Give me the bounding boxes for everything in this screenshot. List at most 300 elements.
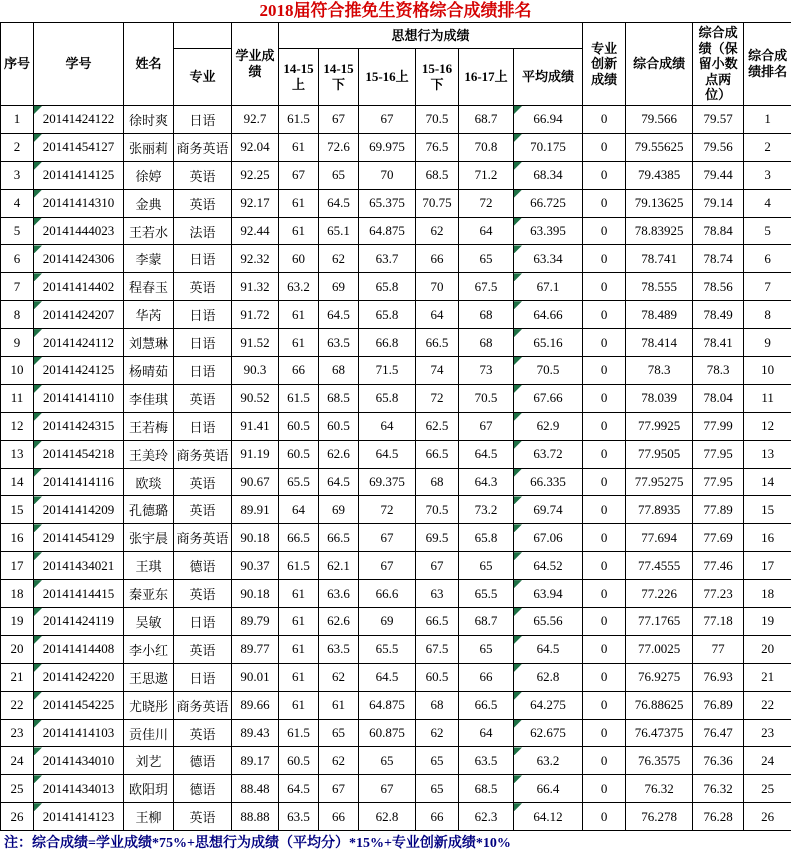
cell-comprehensive-score [626,775,693,803]
cell-academic-score [232,803,279,831]
cell-value: 20141444023 [42,223,115,238]
cell-value: 日语 [189,112,216,128]
cell-value: 77.99 [703,418,733,434]
cell-value: 66 [430,808,444,824]
cell-value: 89.79 [240,613,270,629]
cell-value: 92.17 [240,195,270,211]
table-row [1,552,791,580]
cell-name [124,384,174,412]
cell-innovation-score [583,608,626,636]
cell-value: 60.5 [287,418,310,434]
cell-comprehensive-score-2dp [693,384,744,412]
cell-index [1,133,34,161]
cell-value: 63.34 [533,250,563,266]
cell-value: 4 [13,195,21,211]
cell-value: 61 [332,697,345,713]
cell-comprehensive-score [626,803,693,831]
error-flag-triangle-icon [34,357,42,365]
cell-comprehensive-score-2dp [693,691,744,719]
cell-value: 20141424315 [42,418,115,434]
cell-average-score [514,663,583,691]
cell-value: 6 [764,250,771,266]
cell-score-14-15-a [279,691,319,719]
cell-academic-score [232,329,279,357]
cell-score-14-15-a [279,412,319,440]
cell-value: 77.69 [703,529,733,545]
cell-comprehensive-score [626,412,693,440]
cell-innovation-score [583,719,626,747]
cell-major [174,357,232,385]
cell-value: 21 [10,669,24,685]
cell-value: 66 [430,250,444,266]
col-header-index: 序号 [1,23,34,106]
cell-value: 日语 [189,614,216,630]
cell-value: 66.5 [425,613,449,629]
cell-score-15-16-a [359,357,416,385]
cell-value: 20141414402 [42,278,115,294]
cell-name [124,189,174,217]
cell-value: 9 [13,334,21,350]
cell-value: 67.06 [533,529,563,545]
cell-average-score [514,329,583,357]
cell-value: 王美玲 [128,447,168,463]
cell-score-15-16-b [416,580,459,608]
cell-value: 63.5 [327,641,350,657]
cell-value: 64.12 [533,808,563,824]
cell-value: 78.039 [641,390,677,406]
cell-value: 19 [10,613,24,629]
cell-value: 66 [479,669,493,685]
cell-value: 21 [761,669,775,685]
cell-value: 商务英语 [176,447,229,463]
cell-value: 英语 [189,280,216,296]
cell-score-15-16-b [416,608,459,636]
cell-value: 5 [13,223,21,238]
cell-score-14-15-b [319,803,359,831]
error-flag-triangle-icon [34,636,42,644]
cell-rank [744,245,791,273]
cell-name [124,273,174,301]
cell-value: 65 [479,250,493,266]
cell-comprehensive-score [626,635,693,663]
cell-value: 王琪 [135,559,162,575]
cell-rank [744,608,791,636]
cell-value: 92.25 [240,167,270,183]
cell-score-16-17-a [459,301,514,329]
cell-rank [744,524,791,552]
cell-value: 0 [600,250,608,266]
cell-score-14-15-a [279,496,319,524]
cell-value: 64 [380,418,394,434]
cell-name [124,552,174,580]
error-flag-triangle-icon [34,218,42,226]
cell-score-15-16-a [359,106,416,134]
cell-value: 6 [13,250,21,266]
cell-value: 20141414209 [42,501,115,517]
cell-value: 70.5 [474,390,498,406]
cell-score-14-15-b [319,245,359,273]
cell-score-16-17-a [459,106,514,134]
table-row [1,663,791,691]
cell-value: 62.8 [536,669,560,685]
cell-score-16-17-a [459,273,514,301]
cell-academic-score [232,357,279,385]
cell-value: 92.04 [240,139,270,155]
cell-rank [744,635,791,663]
error-flag-triangle-icon [514,636,522,644]
cell-name [124,357,174,385]
cell-value: 76.278 [641,808,677,824]
cell-value: 日语 [189,252,216,268]
cell-value: 65.8 [474,529,498,545]
cell-value: 9 [764,334,771,350]
cell-score-15-16-b [416,133,459,161]
cell-value: 78.41 [703,334,733,350]
cell-value: 刘艺 [135,754,162,770]
cell-name [124,663,174,691]
table-row [1,440,791,468]
cell-average-score [514,552,583,580]
error-flag-triangle-icon [34,162,42,170]
cell-comprehensive-score [626,301,693,329]
cell-value: 70.175 [530,139,566,155]
cell-rank [744,189,791,217]
cell-value: 2 [764,139,771,155]
error-flag-triangle-icon [514,664,522,672]
header-row-top [1,23,791,49]
cell-value: 69 [380,613,394,629]
cell-value: 92.32 [240,250,270,266]
cell-score-14-15-a [279,273,319,301]
table-header [1,23,791,106]
cell-academic-score [232,775,279,803]
cell-value: 24 [761,752,775,768]
cell-academic-score [232,663,279,691]
cell-value: 8 [764,306,771,322]
cell-value: 25 [761,780,775,796]
cell-value: 20141424112 [42,334,115,350]
cell-value: 69.74 [533,501,563,517]
cell-value: 26 [10,808,24,824]
cell-value: 66.5 [474,697,498,713]
footnote: 注：综合成绩=学业成绩*75%+思想行为成绩（平均分）*15%+专业创新成绩*10% [4,836,511,852]
cell-score-15-16-b [416,440,459,468]
cell-comprehensive-score-2dp [693,524,744,552]
cell-value: 20141414116 [42,474,115,490]
error-flag-triangle-icon [514,162,522,170]
cell-score-14-15-a [279,663,319,691]
cell-comprehensive-score [626,161,693,189]
cell-value: 13 [10,446,24,462]
cell-innovation-score [583,106,626,134]
cell-value: 65.8 [375,306,399,322]
cell-comprehensive-score-2dp [693,133,744,161]
error-flag-triangle-icon [514,441,522,449]
error-flag-triangle-icon [34,747,42,755]
error-flag-triangle-icon [514,301,522,309]
cell-index [1,329,34,357]
cell-value: 90.3 [243,362,267,378]
cell-innovation-score [583,273,626,301]
cell-value: 0 [600,752,608,768]
col-header-term-16-17-a: 16-17上 [459,49,514,106]
cell-value: 91.52 [240,334,270,350]
cell-score-16-17-a [459,133,514,161]
cell-comprehensive-score [626,440,693,468]
cell-score-14-15-a [279,552,319,580]
cell-value: 70.5 [536,362,560,378]
cell-value: 77.18 [703,613,733,629]
cell-index [1,217,34,245]
col-header-term-14-15-b: 14-15下 [319,49,359,106]
cell-value: 64.52 [533,557,563,573]
cell-value: 20141414415 [42,585,115,601]
cell-academic-score [232,384,279,412]
cell-average-score [514,524,583,552]
error-flag-triangle-icon [514,357,522,365]
cell-score-14-15-a [279,440,319,468]
cell-value: 68.5 [327,390,350,406]
cell-value: 76.5 [425,139,449,155]
cell-average-score [514,106,583,134]
cell-value: 66.94 [533,111,563,127]
cell-value: 78.84 [703,223,733,238]
cell-name [124,747,174,775]
cell-value: 王柳 [135,810,162,826]
error-flag-triangle-icon [34,608,42,616]
cell-comprehensive-score [626,133,693,161]
cell-value: 74 [430,362,444,378]
cell-value: 66.6 [375,585,399,601]
error-flag-triangle-icon [34,496,42,504]
error-flag-triangle-icon [514,469,522,477]
cell-comprehensive-score-2dp [693,496,744,524]
cell-value: 16 [761,529,775,545]
cell-value: 7 [13,278,21,294]
cell-score-15-16-a [359,440,416,468]
error-flag-triangle-icon [34,301,42,309]
cell-value: 张宇晨 [128,531,168,547]
cell-rank [744,106,791,134]
cell-student-id [34,747,124,775]
cell-value: 13 [761,446,775,462]
cell-value: 90.52 [240,390,270,406]
cell-value: 26 [761,808,775,824]
cell-average-score [514,189,583,217]
cell-comprehensive-score-2dp [693,775,744,803]
cell-major [174,273,232,301]
cell-comprehensive-score [626,524,693,552]
cell-average-score [514,608,583,636]
cell-value: 67.66 [533,390,563,406]
cell-score-14-15-b [319,524,359,552]
cell-value: 67 [332,111,345,127]
cell-score-16-17-a [459,384,514,412]
cell-value: 2 [13,139,21,155]
cell-value: 法语 [189,224,216,240]
cell-value: 62 [332,250,345,266]
cell-value: 89.77 [240,641,270,657]
table-row [1,468,791,496]
cell-value: 0 [600,223,608,238]
cell-value: 64.875 [369,223,405,238]
cell-innovation-score [583,803,626,831]
cell-value: 63.7 [375,250,399,266]
cell-score-15-16-a [359,747,416,775]
cell-value: 76.88625 [634,697,684,713]
cell-value: 0 [600,362,608,378]
col-header-innovation-score: 专业创新成绩 [583,23,626,106]
cell-score-15-16-a [359,663,416,691]
cell-score-15-16-a [359,189,416,217]
table-row [1,329,791,357]
cell-value: 61 [292,697,305,713]
error-flag-triangle-icon [514,803,522,811]
cell-academic-score [232,161,279,189]
cell-rank [744,357,791,385]
cell-comprehensive-score-2dp [693,552,744,580]
cell-student-id [34,524,124,552]
cell-value: 72 [430,390,444,406]
cell-major [174,803,232,831]
table-row [1,301,791,329]
cell-index [1,384,34,412]
cell-innovation-score [583,412,626,440]
cell-score-14-15-a [279,161,319,189]
cell-value: 0 [600,139,608,155]
cell-value: 10 [10,362,24,378]
col-header-average-score: 平均成绩 [514,49,583,106]
cell-value: 79.55625 [634,139,684,155]
cell-value: 89.43 [240,725,270,741]
cell-student-id [34,106,124,134]
error-flag-triangle-icon [34,106,42,114]
cell-major [174,552,232,580]
cell-academic-score [232,691,279,719]
col-header-term-14-15-a: 14-15上 [279,49,319,106]
cell-value: 日语 [189,308,216,324]
cell-value: 0 [600,557,608,573]
cell-value: 20141454218 [42,446,115,462]
cell-value: 79.13625 [634,195,684,211]
cell-score-14-15-a [279,217,319,245]
cell-score-16-17-a [459,496,514,524]
cell-score-16-17-a [459,580,514,608]
cell-value: 90.37 [240,557,270,573]
cell-value: 0 [600,334,608,350]
cell-average-score [514,440,583,468]
cell-value: 73 [479,362,493,378]
cell-value: 77.4555 [637,557,681,573]
cell-value: 62 [332,669,345,685]
cell-value: 3 [13,167,21,183]
cell-student-id [34,635,124,663]
cell-value: 李蒙 [135,252,162,268]
cell-score-15-16-b [416,106,459,134]
cell-value: 70.75 [422,195,452,211]
cell-student-id [34,412,124,440]
cell-score-16-17-a [459,161,514,189]
cell-score-15-16-b [416,663,459,691]
cell-value: 68 [430,697,444,713]
cell-value: 77.226 [641,585,677,601]
cell-value: 0 [600,278,608,294]
cell-value: 华芮 [135,308,162,324]
cell-value: 92.44 [240,223,270,238]
cell-value: 62 [430,223,444,238]
cell-value: 78.741 [641,250,677,266]
col-header-rank: 综合成绩排名 [744,23,791,106]
cell-comprehensive-score [626,608,693,636]
cell-name [124,775,174,803]
cell-value: 68.5 [425,167,449,183]
cell-value: 69 [332,278,345,294]
cell-value: 3 [764,167,771,183]
cell-value: 欧阳玥 [128,782,168,798]
cell-value: 20141414123 [42,808,115,824]
cell-value: 20141454225 [42,697,115,713]
cell-academic-score [232,273,279,301]
cell-value: 77.694 [641,529,677,545]
cell-value: 73.2 [474,501,498,517]
cell-value: 20141454129 [42,529,115,545]
cell-score-16-17-a [459,691,514,719]
cell-comprehensive-score-2dp [693,719,744,747]
cell-name [124,496,174,524]
cell-score-14-15-b [319,552,359,580]
cell-name [124,161,174,189]
cell-value: 7 [764,278,771,294]
cell-value: 14 [761,474,775,490]
cell-value: 刘慧琳 [128,336,168,352]
cell-value: 杨晴茹 [128,363,168,379]
cell-name [124,803,174,831]
cell-student-id [34,691,124,719]
cell-average-score [514,580,583,608]
table-row [1,608,791,636]
cell-value: 88.48 [240,780,270,796]
cell-rank [744,775,791,803]
cell-value: 70 [380,167,394,183]
cell-value: 66.725 [530,195,566,211]
cell-value: 72 [479,195,493,211]
cell-score-14-15-b [319,189,359,217]
cell-score-15-16-b [416,189,459,217]
cell-score-15-16-b [416,775,459,803]
cell-major [174,217,232,245]
cell-index [1,552,34,580]
cell-student-id [34,273,124,301]
cell-major [174,747,232,775]
cell-value: 0 [600,111,608,127]
cell-score-16-17-a [459,217,514,245]
cell-rank [744,719,791,747]
cell-value: 65 [479,641,493,657]
cell-value: 0 [600,418,608,434]
cell-value: 19 [761,613,775,629]
cell-rank [744,217,791,245]
cell-value: 20141414408 [42,641,115,657]
cell-value: 60.5 [287,446,310,462]
cell-value: 61 [292,669,305,685]
cell-student-id [34,580,124,608]
cell-value: 65.16 [533,334,563,350]
cell-score-15-16-a [359,552,416,580]
cell-score-15-16-a [359,133,416,161]
cell-comprehensive-score [626,106,693,134]
col-header-academic-score: 学业成绩 [232,23,279,106]
cell-value: 61 [292,139,305,155]
